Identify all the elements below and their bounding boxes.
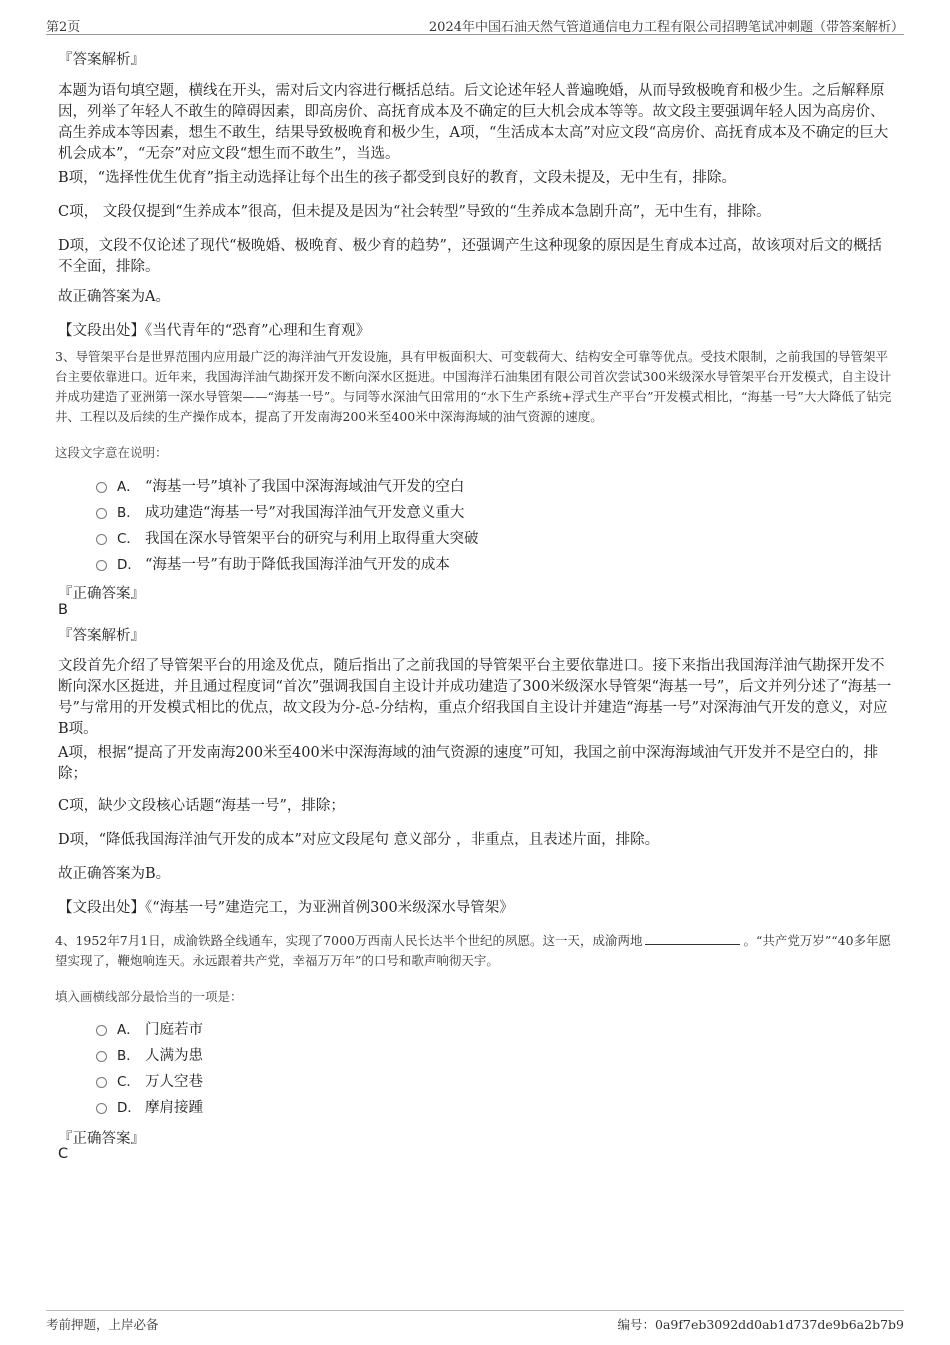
page-footer (46, 1310, 904, 1332)
page-header (46, 14, 904, 35)
q2-analysis-label: 『答案解析』 (58, 52, 145, 68)
q4-option-c[interactable]: C． 万人空巷 (96, 1069, 203, 1095)
q3-conclusion: 故正确答案为B。 (58, 866, 171, 882)
radio-icon[interactable] (96, 482, 107, 493)
page-number: 第2页 (46, 20, 81, 35)
q2-conclusion: 故正确答案为A。 (58, 289, 170, 305)
q3-analysis-p4: D项，“降低我国海洋油气开发的成本”对应文段尾句 意义部分 ，非重点，且表述片面，排除。 (58, 832, 660, 848)
q3-stem: 3、导管架平台是世界范围内应用最广泛的海洋油气开发设施，具有甲板面积大、可变载荷大、结构安全可靠等优点。受技术限制，之前我国的导管架平台主要依靠进口。近年来，我国海洋油气勘探开发不断向深水区挺进。中国海洋石油集团有限公司首次尝试300米级深水导管架平台开发模式，自主设计并成功建造了亚洲第一深水导管架——“海基一号”。与同等水深油气田常用的“水下生产系统+浮式生产平台”开发模式相比，“海基一号”大大降低了钻完井、工程以及后续的生产操作成本，提高了开发南海200米至400米中深海海域的油气资源的速度。 (55, 349, 892, 424)
q4-option-d[interactable]: D． 摩肩接踵 (96, 1095, 203, 1121)
q4-answer: C (58, 1146, 69, 1162)
q3-analysis-p3: C项，缺少文段核心话题“海基一号”，排除； (58, 798, 345, 814)
q4-stem: 4、1952年7月1日，成渝铁路全线通车，实现了7000万西南人民长达半个世纪的夙愿。这一天，成渝两地 。“共产党万岁”“40多年愿望实现了，鞭炮响连天。永远跟着共产党，幸福万万年”的口号和歌声响彻天宇。 (55, 933, 892, 968)
q2-analysis-p1: 本题为语句填空题，横线在开头，需对后文内容进行概括总结。后文论述年轻人普遍晚婚，从而导致极晚育和极少生。之后解释原因，列举了年轻人不敢生的障碍因素，即高房价、高抚育成本及不确定的巨大机会成本等等。故文段主要强调年轻人因为高房价、高生养成本等因素，想生不敢生，结果导致极晚育和极少生，A项，“生活成本太高”对应文段“高房价、高抚育成本及不确定的巨大机会成本”，“无奈”对应文段“想生而不敢生”，当选。 (58, 83, 889, 162)
q3-option-b[interactable]: B． 成功建造“海基一号”对我国海洋油气开发意义重大 (96, 500, 479, 526)
q3-analysis-p1: 文段首先介绍了导管架平台的用途及优点，随后指出了之前我国的导管架平台主要依靠进口。接下来指出我国海洋油气勘探开发不断向深水区挺进，并且通过程度词“首次”强调我国自主设计并成功建造了300米级深水导管架“海基一号”，后文并列分述了“海基一号”与常用的开发模式相比的优点，故文段为分-总-分结构，重点介绍我国自主设计并建造“海基一号”对深海油气开发的意义，对应B项。 (58, 658, 892, 737)
q2-analysis-p2: B项，“选择性优生优育”指主动选择让每个出生的孩子都受到良好的教育，文段未提及，无中生有，排除。 (58, 170, 736, 186)
footer-slogan: 考前押题，上岸必备 (46, 1317, 159, 1332)
q3-analysis-label: 『答案解析』 (58, 628, 145, 644)
q4-option-b[interactable]: B． 人满为患 (96, 1043, 203, 1069)
radio-icon[interactable] (96, 508, 107, 519)
q2-analysis-p4: D项，文段不仅论述了现代“极晚婚、极晚育、极少育的趋势”，还强调产生这种现象的原因是生育成本过高，故该项对后文的概括不全面，排除。 (58, 238, 882, 275)
radio-icon[interactable] (96, 1025, 107, 1036)
q4-options (96, 1017, 203, 1121)
q4-answer-label: 『正确答案』 (58, 1131, 145, 1147)
document-title: 2024年中国石油天然气管道通信电力工程有限公司招聘笔试冲刺题（带答案解析） (428, 20, 904, 35)
q3-prompt: 这段文字意在说明： (55, 445, 168, 460)
q3-option-a[interactable]: A． “海基一号”填补了我国中深海海域油气开发的空白 (96, 474, 479, 500)
q4-option-a[interactable]: A． 门庭若市 (96, 1017, 203, 1043)
q2-analysis-p3: C项， 文段仅提到“生养成本”很高，但未提及是因为“社会转型”导致的“生养成本急剧升高”，无中生有，排除。 (58, 204, 771, 220)
q3-answer: B (58, 602, 68, 618)
q3-analysis-p2: A项，根据“提高了开发南海200米至400米中深海海域的油气资源的速度”可知，我国之前中深海海域油气开发并不是空白的，排除； (58, 745, 879, 782)
q3-option-d[interactable]: D． “海基一号”有助于降低我国海洋油气开发的成本 (96, 552, 479, 578)
radio-icon[interactable] (96, 1103, 107, 1114)
radio-icon[interactable] (96, 1051, 107, 1062)
q3-options (96, 474, 479, 578)
q2-source: 【文段出处】《当代青年的“恐育”心理和生育观》 (58, 323, 371, 339)
q3-answer-label: 『正确答案』 (58, 586, 145, 602)
q3-option-c[interactable]: C． 我国在深水导管架平台的研究与利用上取得重大突破 (96, 526, 479, 552)
radio-icon[interactable] (96, 534, 107, 545)
q4-prompt: 填入画横线部分最恰当的一项是： (55, 989, 243, 1004)
footer-serial: 编号：0a9f7eb3092dd0ab1d737de9b6a2b7b9 (617, 1317, 904, 1332)
fill-blank (645, 932, 740, 945)
radio-icon[interactable] (96, 560, 107, 571)
q3-source: 【文段出处】《“海基一号”建造完工，为亚洲首例300米级深水导管架》 (58, 900, 514, 916)
radio-icon[interactable] (96, 1077, 107, 1088)
